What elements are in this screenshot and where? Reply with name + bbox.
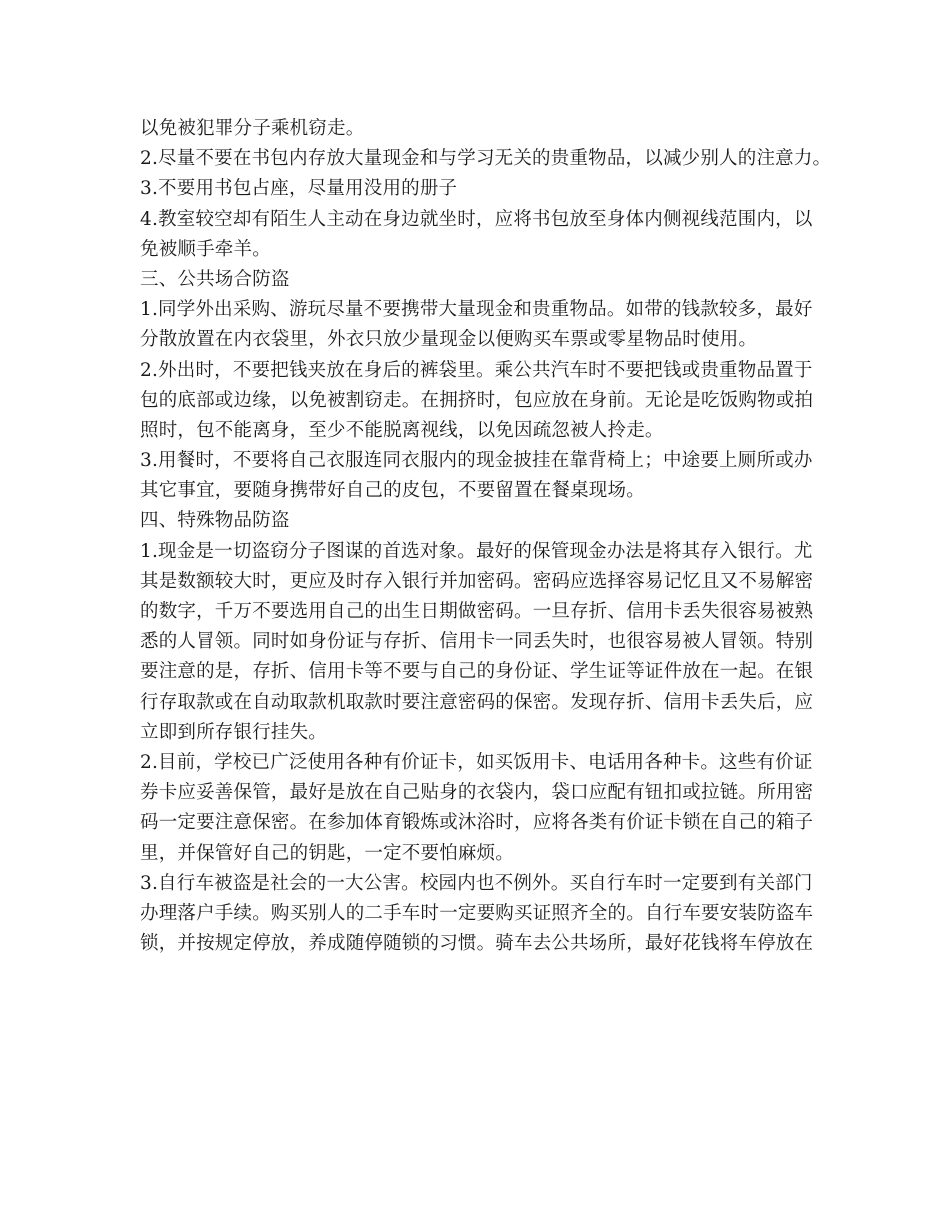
text-line: 券卡应妥善保管，最好是放在自己贴身的衣袋内，袋口应配有钮扣或拉链。所用密: [140, 782, 814, 804]
text-line: 立即到所存银行挂失。: [140, 721, 328, 743]
text-line: 以免被犯罪分子乘机窃走。: [140, 118, 365, 139]
text-line: 1.同学外出采购、游玩尽量不要携带大量现金和贵重物品。如带的钱款较多，最好: [140, 299, 813, 321]
text-line: 悉的人冒领。同时如身份证与存折、信用卡一同丢失时，也很容易被人冒领。特别: [140, 631, 814, 653]
text-line: 3.不要用书包占座，尽量用没用的册子: [140, 178, 458, 200]
text-line: 里，并保管好自己的钥匙，一定不要怕麻烦。: [140, 842, 515, 864]
text-line: 2.外出时，不要把钱夹放在身后的裤袋里。乘公共汽车时不要把钱或贵重物品置于: [140, 359, 813, 381]
text-line: 2.尽量不要在书包内存放大量现金和与学习无关的贵重物品，以减少别人的注意力。: [140, 148, 832, 170]
text-line: 的数字，千万不要选用自己的出生日期做密码。一旦存折、信用卡丢失很容易被熟: [140, 601, 814, 622]
text-line: 照时，包不能离身，至少不能脱离视线，以免因疏忽被人拎走。: [140, 419, 664, 441]
text-line: 其是数额较大时，更应及时存入银行并加密码。密码应选择容易记忆且又不易解密: [140, 570, 814, 592]
text-line: 码一定要注意保密。在参加体育锻炼或沐浴时，应将各类有价证卡锁在自己的箱子: [140, 812, 814, 834]
text-line: 办理落户手续。购买别人的二手车时一定要购买证照齐全的。自行车要安装防盗车: [140, 902, 814, 924]
section-heading: 三、公共场合防盗: [140, 268, 290, 290]
text-line: 锁，并按规定停放，养成随停随锁的习惯。骑车去公共场所，最好花钱将车停放在: [140, 933, 814, 955]
text-line: 3.用餐时，不要将自己衣服连同衣服内的现金披挂在靠背椅上；中途要上厕所或办: [140, 450, 813, 472]
section-heading: 四、特殊物品防盗: [140, 510, 290, 532]
text-line: 其它事宜，要随身携带好自己的皮包，不要留置在餐桌现场。: [140, 480, 645, 502]
text-line: 1.现金是一切盗窃分子图谋的首选对象。最好的保管现金办法是将其存入银行。尤: [140, 540, 813, 562]
text-line: 免被顺手牵羊。: [140, 238, 271, 260]
text-line: 3.自行车被盗是社会的一大公害。校园内也不例外。买自行车时一定要到有关部门: [140, 872, 813, 894]
text-line: 4.教室较空却有陌生人主动在身边就坐时，应将书包放至身体内侧视线范围内，以: [140, 208, 813, 230]
text-line: 要注意的是，存折、信用卡等不要与自己的身份证、学生证等证件放在一起。在银: [140, 661, 814, 683]
text-line: 2.目前，学校已广泛使用各种有价证卡，如买饭用卡、电话用各种卡。这些有价证: [140, 751, 813, 773]
document-body: [140, 114, 832, 959]
text-line: 分散放置在内衣袋里，外衣只放少量现金以便购买车票或零星物品时使用。: [140, 329, 758, 351]
text-line: 包的底部或边缘，以免被割窃走。在拥挤时，包应放在身前。无论是吃饭购物或拍: [140, 389, 814, 411]
text-line: 行存取款或在自动取款机取款时要注意密码的保密。发现存折、信用卡丢失后，应: [140, 691, 814, 713]
